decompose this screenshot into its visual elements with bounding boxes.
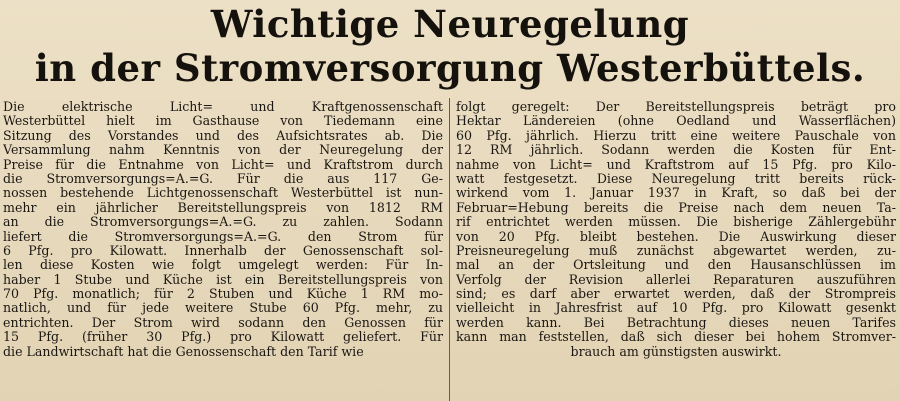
article-line: Verfolg der Revision allerlei Reparaturen auszuführen [456,272,896,287]
article-line: an die Stromversorgungs=A.=G. zu zahlen. Sodann [3,215,443,230]
article-line: watt festgesetzt. Diese Neuregelung tritt bereits rück- [456,171,896,186]
article-line: Preisneuregelung muß zunächst abgewartet werden, zu- [456,243,896,258]
article-line: liefert die Stromversorgungs=A.=G. den Strom für [3,229,443,244]
article-line: wirkend vom 1. Januar 1937 in Kraft, so daß bei der [456,186,896,201]
article-column-right [456,100,896,400]
article-line: von 20 Pfg. bleibt bestehen. Die Auswirkung dieser [456,229,896,244]
article-line: kann man feststellen, daß sich dieser bei hohem Stromver- [456,330,896,345]
article-line: rif entrichtet werden müssen. Die bisherige Zählergebühr [456,215,896,230]
article-line: nahme von Licht= und Kraftstrom auf 15 Pfg. pro Kilo- [456,157,896,172]
article-line: Hektar Ländereien (ohne Oedland und Wasserflächen) [456,114,896,129]
article-line: folgt geregelt: Der Bereitstellungspreis beträgt pro [456,100,896,114]
article-line: die Stromversorgungs=A.=G. Für die aus 117 Ge- [3,171,443,186]
article-line: 15 Pfg. (früher 30 Pfg.) pro Kilowatt geliefert. Für [3,330,443,345]
article-line: mal an der Ortsleitung und den Hausanschlüssen im [456,258,896,273]
headline-line-1: Wichtige Neuregelung [210,2,690,46]
article-line: 12 RM jährlich. Sodann werden die Kosten für Ent- [456,143,896,158]
article-line: mehr ein jährlicher Bereitstellungspreis von 1812 RM [3,200,443,215]
article-line: 6 Pfg. pro Kilowatt. Innerhalb der Genossenschaft sol- [3,243,443,258]
headline-line-2: in der Stromversorgung Westerbüttels. [34,46,866,90]
article-line: nossen bestehende Lichtgenossenschaft Westerbüttel ist nun- [3,186,443,201]
article-line: Preise für die Entnahme von Licht= und Kraftstrom durch [3,157,443,172]
article-line: vielleicht in Jahresfrist auf 10 Pfg. pro Kilowatt gesenkt [456,301,896,316]
article-column-left [3,100,443,400]
article-line: brauch am günstigsten auswirkt. [570,344,782,359]
article-line: sind; es darf aber erwartet werden, daß der Strompreis [456,287,896,302]
article-line: Sitzung des Vorstandes und des Aufsichtsrates ab. Die [3,128,443,143]
article-line: Die elektrische Licht= und Kraftgenossenschaft [3,100,443,114]
article-line: natlich, und für jede weitere Stube 60 Pfg. mehr, zu [3,301,443,316]
article-line: Westerbüttel hielt im Gasthause von Tiedemann eine [3,114,443,129]
article-line: 70 Pfg. monatlich; für 2 Stuben und Küche 1 RM mo- [3,287,443,302]
column-divider [449,98,450,401]
article-line: Februar=Hebung bereits die Preise nach dem neuen Ta- [456,200,896,215]
article-line: 60 Pfg. jährlich. Hierzu tritt eine weitere Pauschale von [456,128,896,143]
article-line: Versammlung nahm Kenntnis von der Neuregelung der [3,143,443,158]
article-line: len diese Kosten wie folgt umgelegt werden: Für In- [3,258,443,273]
article-line: haber 1 Stube und Küche ist ein Bereitstellungspreis von [3,272,443,287]
article-line: werden kann. Bei Betrachtung dieses neuen Tarifes [456,315,896,330]
article-line: entrichten. Der Strom wird sodann den Genossen für [3,315,443,330]
article-line: die Landwirtschaft hat die Genossenschaft den Tarif wie [3,344,364,359]
